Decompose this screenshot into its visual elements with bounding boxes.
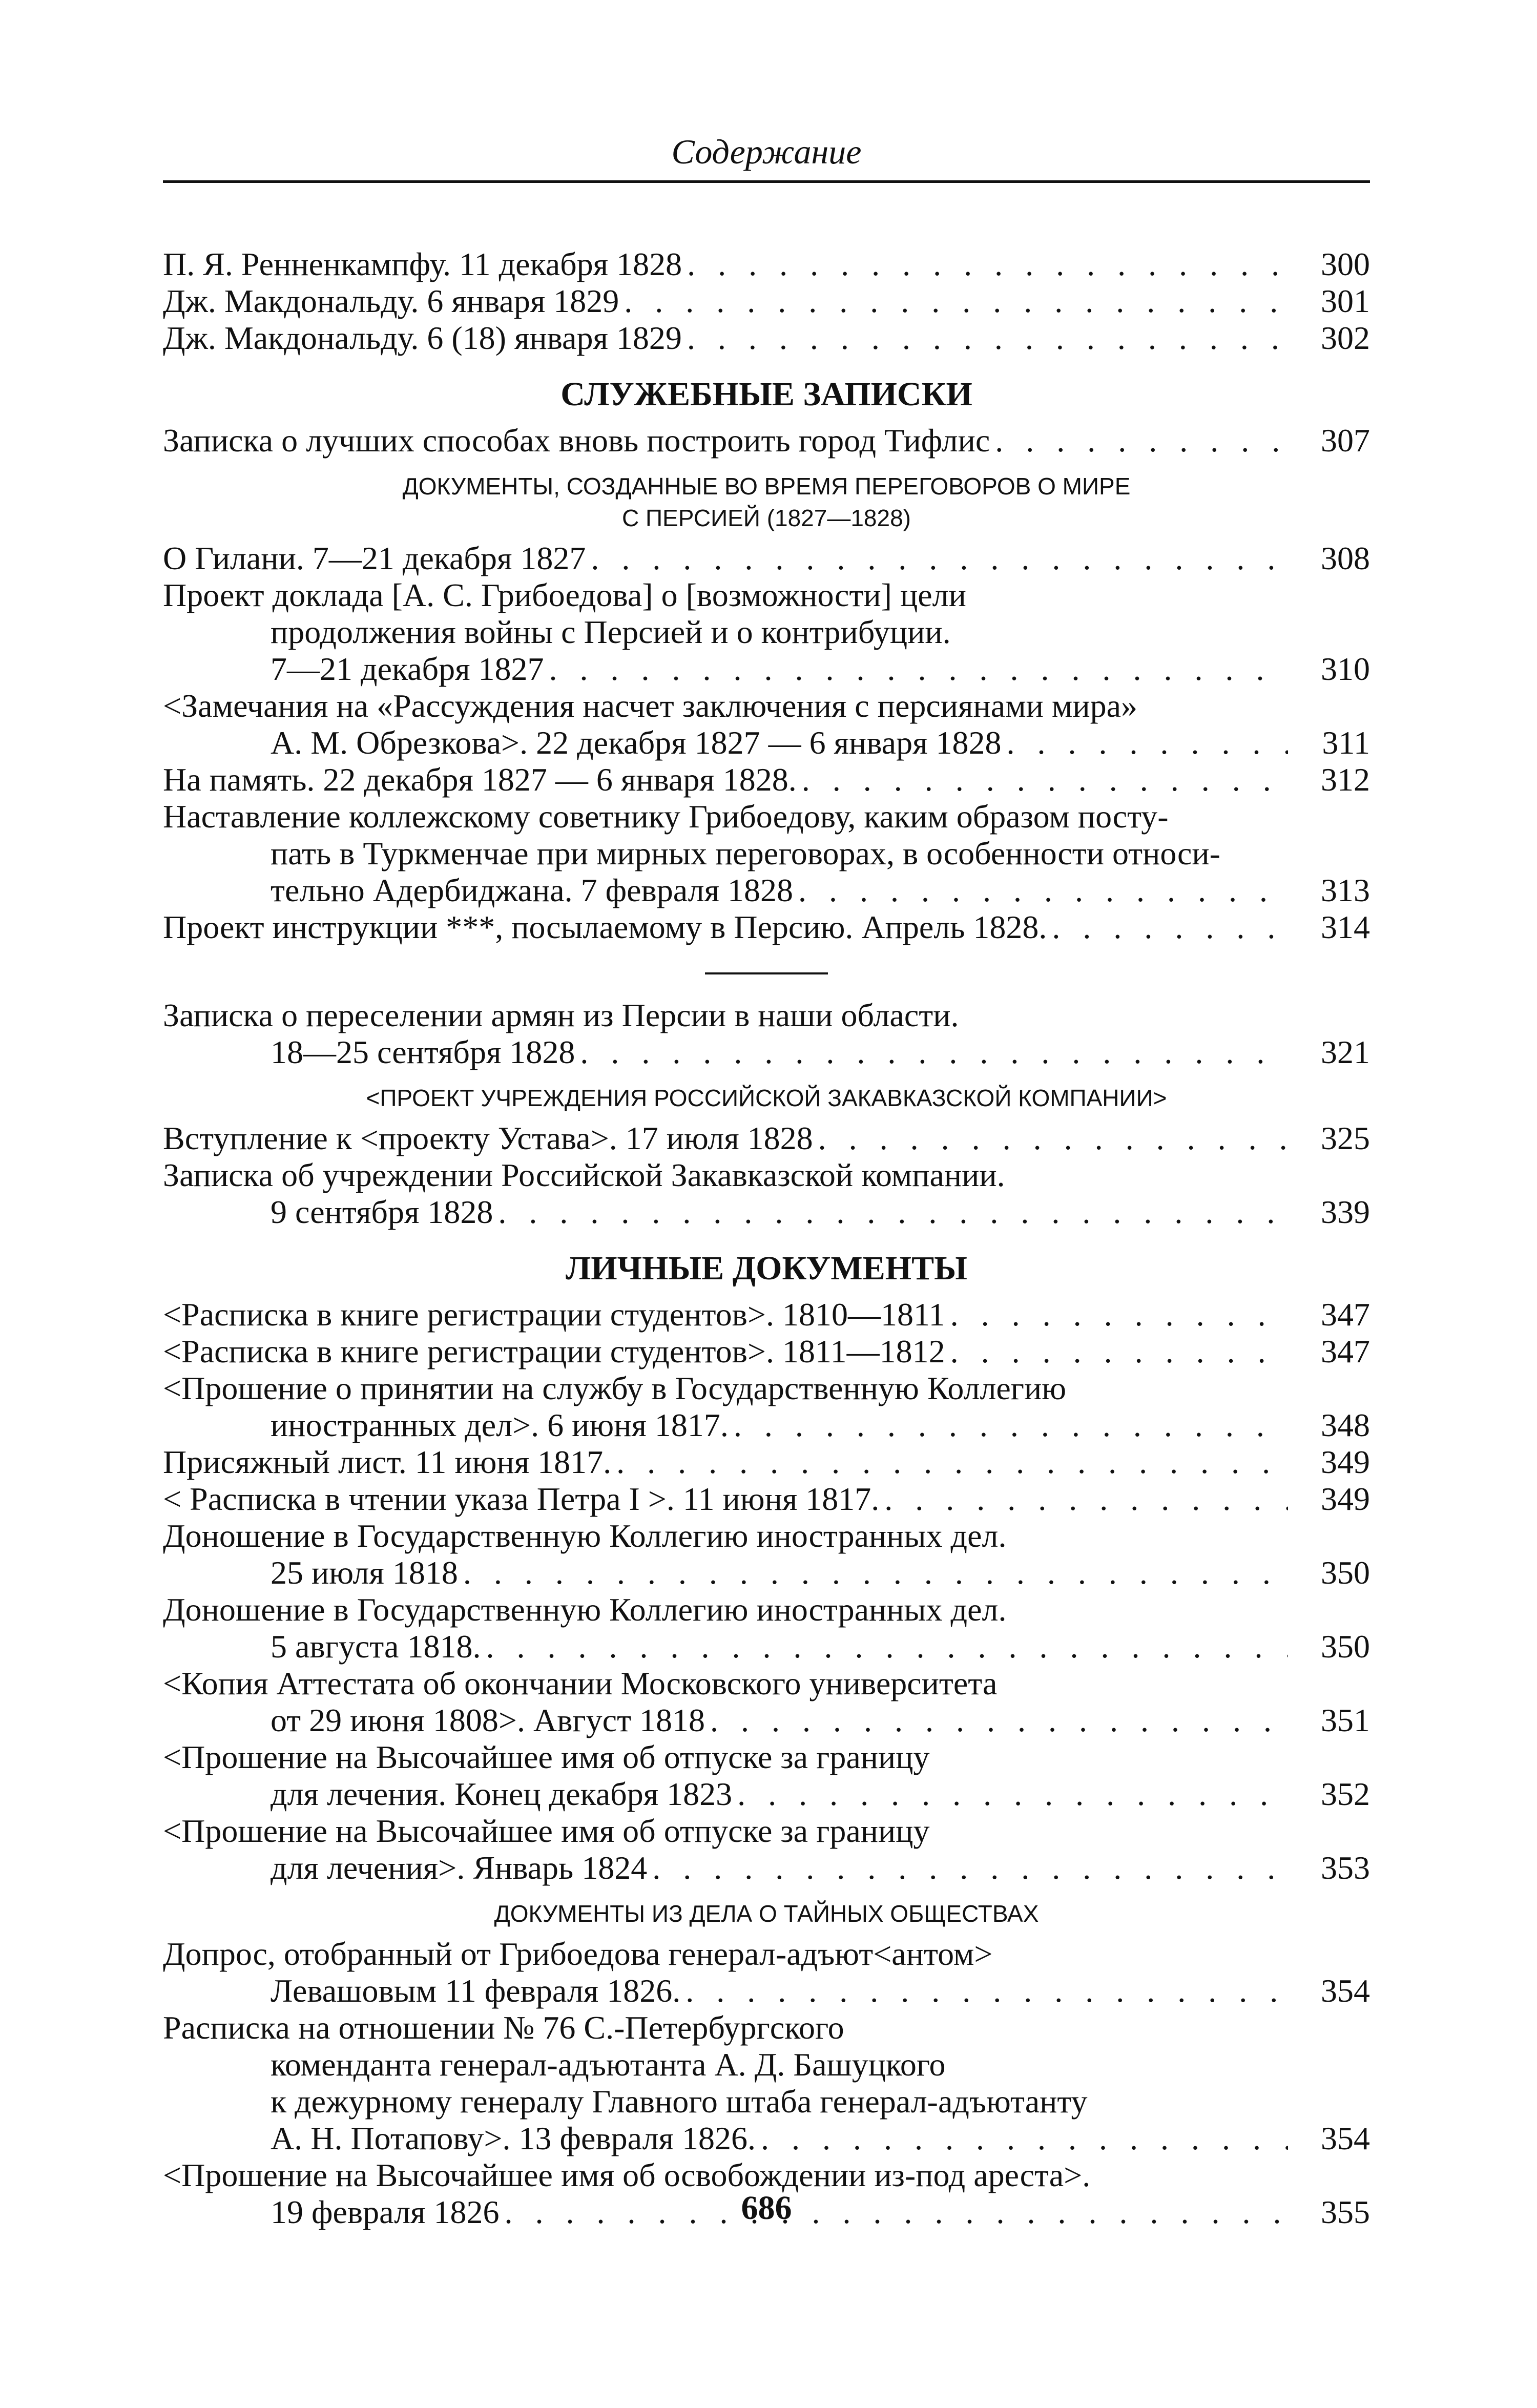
toc-entry-line: Записка о лучших способах вновь построить город Тифлис <box>163 422 990 459</box>
toc-entry <box>163 1444 1370 1481</box>
toc-entry-line: 19 февраля 1826 <box>271 2194 500 2230</box>
toc-entry-line: коменданта генерал-адъютанта А. Д. Башуцкого <box>271 2046 946 2083</box>
toc-entry-line: П. Я. Ренненкампфу. 11 декабря 1828 <box>163 246 682 282</box>
toc-entry-line: 5 августа 1818. <box>271 1628 481 1665</box>
toc-entry-title <box>163 1936 1288 2009</box>
toc-entry-line: Записка о переселении армян из Персии в наши области. <box>163 997 959 1033</box>
toc-page-number: 351 <box>1321 1702 1370 1738</box>
dot-leader <box>995 422 1288 459</box>
dot-leader <box>802 761 1288 798</box>
toc-entry <box>163 283 1370 320</box>
toc-entry-line: тельно Адербиджана. 7 февраля 1828 <box>271 872 794 908</box>
dot-leader <box>549 651 1289 688</box>
toc-entry-line: 18—25 сентября 1828 <box>271 1034 575 1070</box>
toc-entry-line: Левашовым 11 февраля 1826. <box>271 1973 681 2009</box>
toc-page-number: 353 <box>1321 1850 1370 1886</box>
toc-entry-line: <Прошение о принятии на службу в Государственную Коллегию <box>163 1370 1067 1406</box>
toc-entry-line: <Прошение на Высочайшее имя об отпуске за границу <box>163 1813 930 1849</box>
toc-entry-title <box>163 1518 1288 1591</box>
section-heading: ЛИЧНЫЕ ДОКУМЕНТЫ <box>566 1250 967 1287</box>
toc-entry <box>163 1936 1370 2009</box>
toc-entry-line: Дж. Макдональду. 6 (18) января 1829 <box>163 320 682 356</box>
toc-page-number: 347 <box>1321 1296 1370 1333</box>
dot-leader <box>1052 909 1288 946</box>
toc-page-number: 348 <box>1321 1407 1370 1443</box>
toc-entry <box>163 2009 1370 2157</box>
subsection-heading-line: <ПРОЕКТ УЧРЕЖДЕНИЯ РОССИЙСКОЙ ЗАКАВКАЗСКОЙ КОМПАНИИ> <box>366 1085 1167 1111</box>
toc-entry-line: для лечения>. Январь 1824 <box>271 1850 648 1886</box>
toc-entry-line: А. М. Обрезкова>. 22 декабря 1827 — 6 января 1828 <box>271 724 1002 761</box>
toc-page-number: 355 <box>1321 2194 1370 2230</box>
dot-leader <box>616 1444 1288 1481</box>
toc-entry-line: Доношение в Государственную Коллегию иностранных дел. <box>163 1518 1007 1554</box>
toc-entry-title <box>163 761 1288 798</box>
toc-page-number: 312 <box>1321 761 1370 798</box>
subsection-heading <box>163 1898 1370 1929</box>
toc-entry-title <box>163 1813 1288 1886</box>
dot-leader <box>486 1628 1288 1665</box>
dot-leader <box>624 283 1288 320</box>
subsection-heading <box>163 1082 1370 1114</box>
toc-entry-line: <Расписка в книге регистрации студентов>. 1810—1811 <box>163 1296 945 1333</box>
toc-entry <box>163 761 1370 798</box>
toc-entry-line: Дж. Макдональду. 6 января 1829 <box>163 283 619 319</box>
toc-entry-title <box>163 1296 1288 1333</box>
toc-entry <box>163 997 1370 1071</box>
toc-page-number: 302 <box>1321 320 1370 356</box>
toc-page-number: 347 <box>1321 1333 1370 1369</box>
toc-entry-line: Доношение в Государственную Коллегию иностранных дел. <box>163 1591 1007 1628</box>
toc-entry-line: Допрос, отобранный от Грибоедова генерал-адъют<антом> <box>163 1936 993 1972</box>
dot-leader <box>463 1554 1288 1591</box>
dot-leader <box>591 540 1288 577</box>
toc-entry <box>163 688 1370 761</box>
dot-leader <box>710 1702 1288 1739</box>
section-divider <box>705 972 828 974</box>
toc-page-number: 350 <box>1321 1554 1370 1591</box>
toc-page-number: 325 <box>1321 1120 1370 1156</box>
toc-entry-line: Наставление коллежскому советнику Грибоедову, каким образом посту- <box>163 798 1169 835</box>
toc-entry-title <box>163 283 1288 320</box>
dot-leader <box>1007 724 1289 761</box>
toc-entry-title <box>163 909 1288 946</box>
dot-leader <box>498 1194 1288 1231</box>
toc-entry-title <box>163 422 1288 459</box>
toc-entry-line: Проект инструкции ***, посылаемому в Персию. Апрель 1828. <box>163 909 1047 945</box>
toc-entry <box>163 1518 1370 1591</box>
toc-entry-title <box>163 320 1288 357</box>
toc-entry-line: 9 сентября 1828 <box>271 1194 493 1230</box>
dot-leader <box>580 1034 1288 1071</box>
toc-entry-line: < Расписка в чтении указа Петра I >. 11 июня 1817. <box>163 1481 880 1517</box>
toc-entry-line: Присяжный лист. 11 июня 1817. <box>163 1444 612 1480</box>
toc-entry <box>163 540 1370 577</box>
toc-page-number: 301 <box>1321 283 1370 319</box>
toc-page-number: 352 <box>1321 1776 1370 1812</box>
toc-entry <box>163 798 1370 909</box>
toc-entry-title <box>163 1665 1288 1739</box>
toc-entry-title <box>163 997 1288 1071</box>
toc-entry-line: О Гилани. 7—21 декабря 1827 <box>163 540 586 576</box>
toc-entry-title <box>163 1481 1288 1518</box>
toc-entry-title <box>163 688 1288 761</box>
toc-entry <box>163 577 1370 688</box>
toc-entry-title <box>163 2009 1288 2157</box>
dot-leader <box>950 1296 1288 1333</box>
toc-entry-title <box>163 246 1288 283</box>
toc-entry-line: к дежурному генералу Главного штаба генерал-адъютанту <box>271 2083 1088 2120</box>
toc-entry-line: <Копия Аттестата об окончании Московского университета <box>163 1665 998 1701</box>
subsection-heading-line: ДОКУМЕНТЫ ИЗ ДЕЛА О ТАЙНЫХ ОБЩЕСТВАХ <box>494 1900 1039 1927</box>
toc-entry-line: пать в Туркменчае при мирных переговорах, в особенности относи- <box>271 835 1220 871</box>
toc-entry-title <box>163 1120 1288 1157</box>
toc-entry <box>163 320 1370 357</box>
toc-page-number: 314 <box>1321 909 1370 945</box>
toc-entry-line: На память. 22 декабря 1827 — 6 января 1828. <box>163 761 797 798</box>
dot-leader <box>652 1850 1288 1886</box>
toc-entry-title <box>163 1739 1288 1813</box>
toc-entry-line: Вступление к <проекту Устава>. 17 июля 1828 <box>163 1120 813 1156</box>
toc-entry <box>163 1370 1370 1444</box>
subsection-heading <box>163 470 1370 534</box>
running-header: Содержание <box>671 132 862 171</box>
dot-leader <box>884 1481 1288 1518</box>
toc-entry <box>163 1813 1370 1886</box>
dot-leader <box>761 2120 1288 2157</box>
dot-leader <box>687 320 1288 357</box>
toc-entry-line: 25 июля 1818 <box>271 1554 458 1591</box>
toc-entry-line: Расписка на отношении № 76 С.-Петербургского <box>163 2009 844 2046</box>
toc-entry-title <box>163 1370 1288 1444</box>
toc-entry-title <box>163 577 1288 688</box>
toc-entry <box>163 422 1370 459</box>
toc-entry-line: <Расписка в книге регистрации студентов>. 1811—1812 <box>163 1333 945 1369</box>
page-number: 686 <box>741 2189 792 2227</box>
toc-page-number: 354 <box>1321 2120 1370 2156</box>
toc-entry-title <box>163 1333 1288 1370</box>
section-heading: СЛУЖЕБНЫЕ ЗАПИСКИ <box>560 376 972 413</box>
subsection-heading-line: С ПЕРСИЕЙ (1827—1828) <box>621 505 911 531</box>
toc-entry-line: 7—21 декабря 1827 <box>271 651 544 687</box>
toc-entry <box>163 1481 1370 1518</box>
toc-page-number: 354 <box>1321 1973 1370 2009</box>
toc-entry <box>163 1739 1370 1813</box>
toc-entry <box>163 1296 1370 1333</box>
toc-page-number: 349 <box>1321 1481 1370 1517</box>
toc-entry <box>163 1157 1370 1231</box>
toc-page-number: 300 <box>1321 246 1370 282</box>
toc-entry-title <box>163 1157 1288 1231</box>
toc-entry <box>163 909 1370 946</box>
table-of-contents <box>163 246 1370 2231</box>
toc-entry-line: Проект доклада [А. С. Грибоедова] о [возможности] цели <box>163 577 966 613</box>
toc-entry-line: <Замечания на «Рассуждения насчет заключения с персиянами мира» <box>163 688 1137 724</box>
toc-page-number: 349 <box>1321 1444 1370 1480</box>
toc-page-number: 311 <box>1322 724 1370 761</box>
dot-leader <box>687 246 1288 283</box>
toc-page-number: 339 <box>1321 1194 1370 1230</box>
dot-leader <box>734 1407 1288 1444</box>
toc-entry-line: иностранных дел>. 6 июня 1817. <box>271 1407 729 1443</box>
toc-page-number: 308 <box>1321 540 1370 576</box>
toc-entry-line: <Прошение на Высочайшее имя об отпуске за границу <box>163 1739 930 1775</box>
toc-entry-line: для лечения. Конец декабря 1823 <box>271 1776 733 1812</box>
toc-entry <box>163 246 1370 283</box>
toc-entry-line: А. Н. Потапову>. 13 февраля 1826. <box>271 2120 756 2156</box>
toc-entry-title <box>163 540 1288 577</box>
dot-leader <box>818 1120 1288 1157</box>
toc-page-number: 350 <box>1321 1628 1370 1665</box>
subsection-heading-line: ДОКУМЕНТЫ, СОЗДАННЫЕ ВО ВРЕМЯ ПЕРЕГОВОРОВ О МИРЕ <box>402 473 1131 500</box>
toc-entry <box>163 1591 1370 1665</box>
dot-leader <box>798 872 1288 909</box>
toc-entry <box>163 1665 1370 1739</box>
toc-page-number: 313 <box>1321 872 1370 908</box>
toc-page-number: 307 <box>1321 422 1370 459</box>
dot-leader <box>950 1333 1288 1370</box>
toc-entry-title <box>163 1444 1288 1481</box>
toc-page-number: 321 <box>1321 1034 1370 1070</box>
toc-entry <box>163 1120 1370 1157</box>
toc-entry <box>163 1333 1370 1370</box>
toc-entry-title <box>163 798 1288 909</box>
dot-leader <box>686 1973 1288 2009</box>
dot-leader <box>737 1776 1288 1813</box>
toc-entry-line: от 29 июня 1808>. Август 1818 <box>271 1702 705 1738</box>
toc-page-number: 310 <box>1321 651 1370 687</box>
toc-entry-line: продолжения войны с Персией и о контрибуции. <box>271 614 951 650</box>
toc-entry-line: Записка об учреждении Российской Закавказской компании. <box>163 1157 1005 1193</box>
header-rule <box>163 180 1370 183</box>
toc-entry-title <box>163 1591 1288 1665</box>
toc-entry-line: <Прошение на Высочайшее имя об освобождении из-под ареста>. <box>163 2157 1091 2193</box>
